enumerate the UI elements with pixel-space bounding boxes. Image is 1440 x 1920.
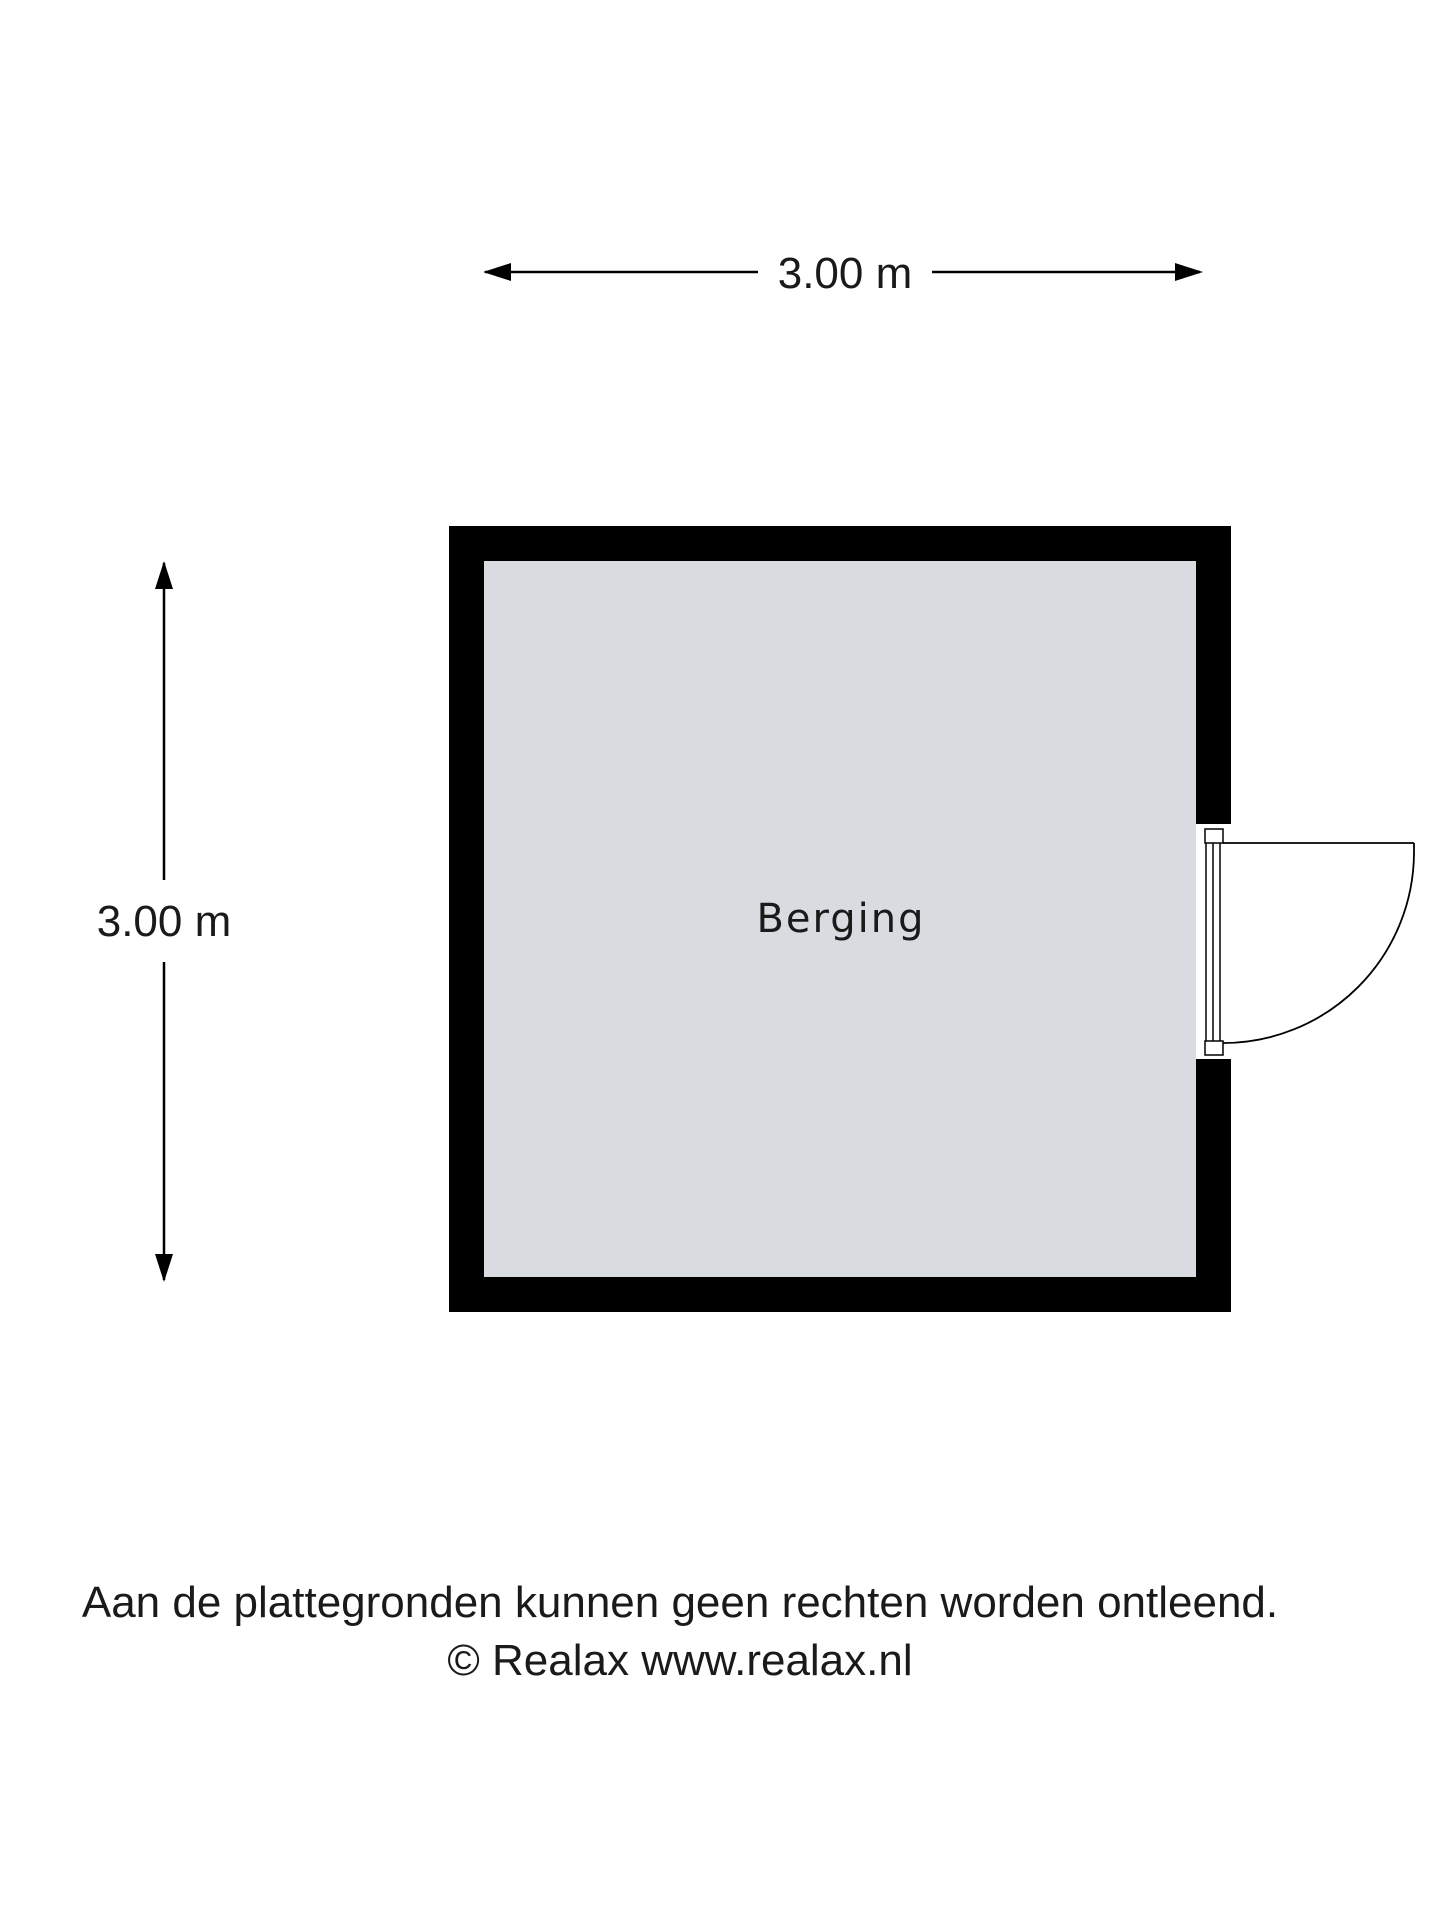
width-arrow-right-icon: [1175, 263, 1203, 281]
wall-top: [449, 526, 1231, 561]
wall-right-upper: [1196, 526, 1231, 824]
height-arrow-top-icon: [155, 561, 173, 589]
width-dimension: [483, 249, 1203, 298]
disclaimer-text: Aan de plattegronden kunnen geen rechten worden ontleend.: [81, 1578, 1279, 1627]
copyright-text: © Realax www.realax.nl: [447, 1636, 913, 1685]
door: [1205, 829, 1414, 1055]
door-frame-bottom: [1205, 1041, 1223, 1055]
door-swing-arc: [1223, 852, 1414, 1043]
height-dimension: [97, 561, 232, 1282]
height-arrow-bottom-icon: [155, 1254, 173, 1282]
wall-right-lower: [1196, 1059, 1231, 1312]
room-label: Berging: [756, 896, 926, 942]
width-arrow-left-icon: [483, 263, 511, 281]
height-dimension-label: 3.00 m: [96, 897, 232, 946]
door-frame-top: [1205, 829, 1223, 843]
width-dimension-label: 3.00 m: [777, 249, 913, 298]
wall-bottom: [449, 1277, 1231, 1312]
wall-left: [449, 526, 484, 1312]
